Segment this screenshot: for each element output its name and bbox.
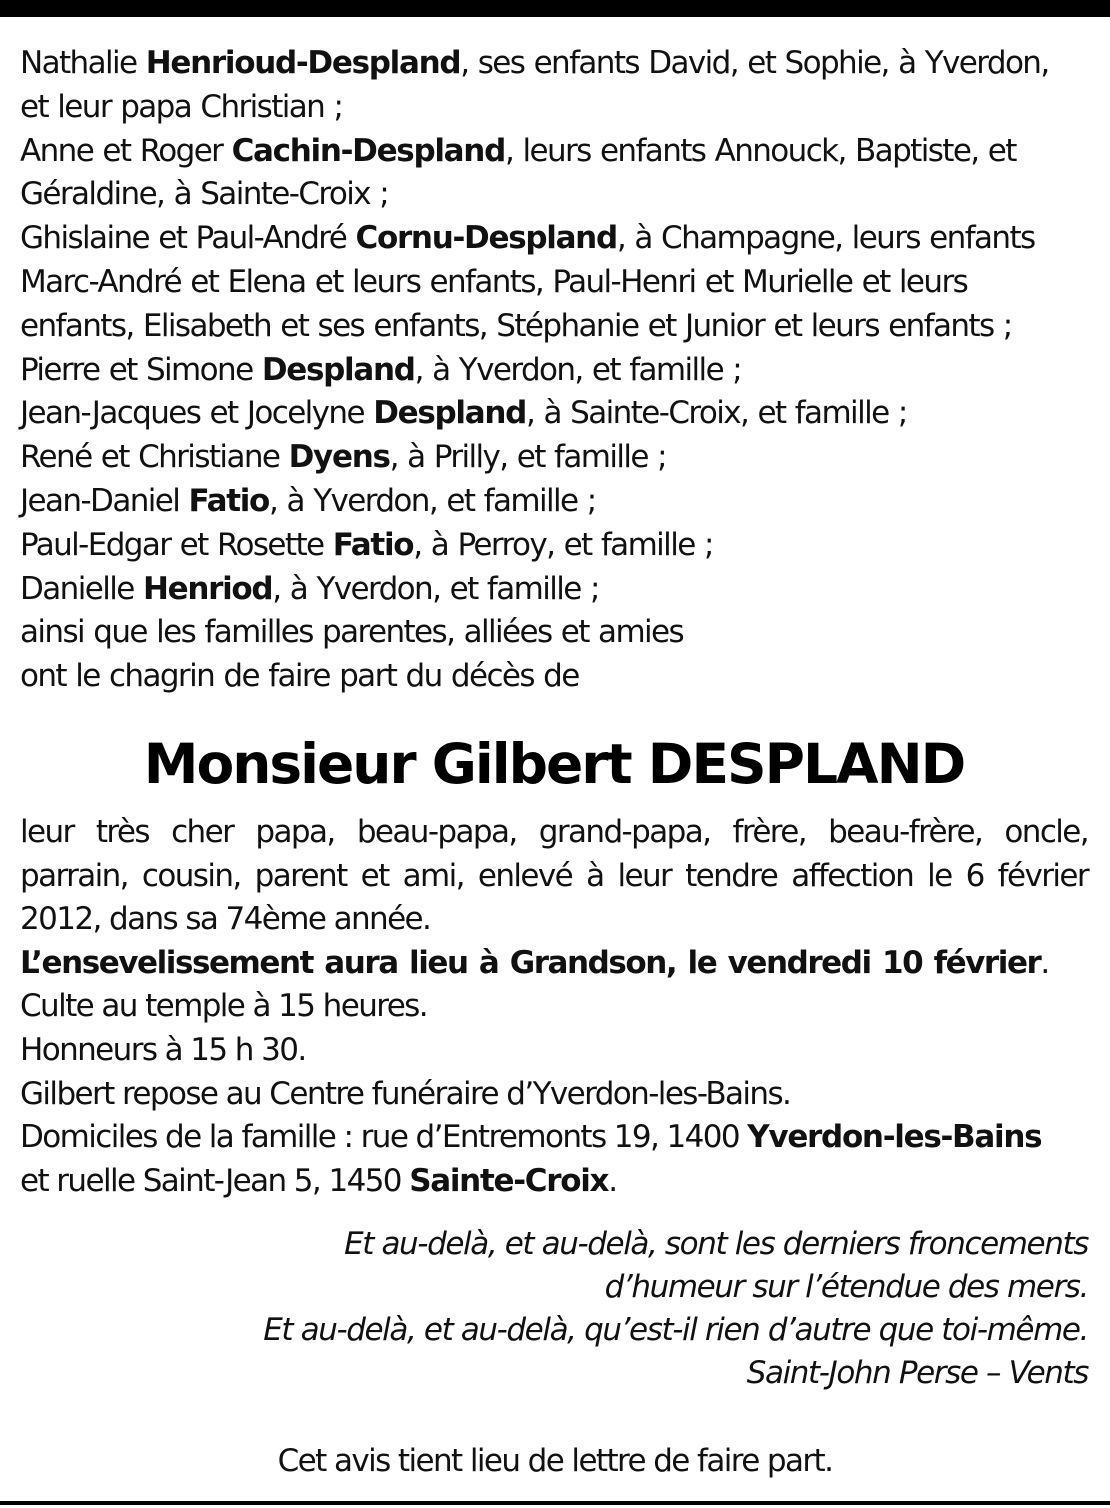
family-surname: Fatio: [332, 526, 414, 563]
family-line: [20, 524, 1088, 568]
family-line: [20, 217, 1088, 261]
domicile-town: Yverdon-les-Bains: [747, 1119, 1042, 1156]
family-surname: Cornu-Despland: [355, 220, 617, 257]
poem-quote: [20, 1223, 1088, 1395]
family-surname: Fatio: [188, 482, 270, 519]
burial-text: L’ensevelissement aura lieu à Grandson, le vendredi 10 février: [20, 944, 1041, 981]
family-line-text: René et Christiane: [20, 439, 289, 476]
family-line-text: enfants, Elisabeth et ses enfants, Stéphanie et Junior et leurs enfants ;: [20, 307, 1012, 344]
family-line: [20, 392, 1088, 436]
family-line-text: ont le chagrin de faire part du décès de: [20, 658, 579, 695]
family-line: [20, 655, 1088, 699]
family-line-text: Jean-Jacques et Jocelyne: [20, 395, 374, 432]
family-line-text: , à Perroy, et famille ;: [413, 526, 713, 563]
family-line: [20, 42, 1088, 86]
family-line-text: Jean-Daniel: [20, 482, 189, 519]
family-line: [20, 130, 1088, 174]
family-line-text: et leur papa Christian ;: [20, 88, 343, 125]
quote-line: Et au-delà, et au-delà, qu’est-il rien d’autre que toi-même.: [263, 1312, 1088, 1349]
family-line-text: Ghislaine et Paul-André: [20, 220, 356, 257]
family-line: [20, 261, 1088, 305]
family-line: [20, 480, 1088, 524]
family-line: [20, 568, 1088, 612]
domicile-text: et ruelle Saint-Jean 5, 1450: [20, 1162, 410, 1199]
death-notice: [20, 42, 1088, 1395]
family-surname: Cachin-Despland: [231, 132, 505, 169]
domicile-town: Sainte-Croix: [409, 1162, 609, 1199]
domicile-period: .: [608, 1162, 617, 1199]
deceased-name: Monsieur Gilbert DESPLAND: [143, 731, 965, 796]
family-line-text: Pierre et Simone: [20, 351, 262, 388]
burial-announcement: [20, 942, 1088, 986]
service-time: Culte au temple à 15 heures.: [20, 988, 427, 1025]
family-line: [20, 349, 1088, 393]
bottom-border-rule: [0, 1501, 1110, 1505]
quote-line: Et au-delà, et au-delà, sont les derniers froncements: [344, 1226, 1088, 1263]
domicile-line: [20, 1160, 1088, 1204]
tribute-paragraph: leur très cher papa, beau-papa, grand-papa, frère, beau-frère, oncle, parrain, cousin, parent et ami, enlevé à leur tendre affection le 6 février 2012, dans sa 74ème année.: [20, 813, 1088, 938]
family-line-text: Marc-André et Elena et leurs enfants, Paul-Henri et Murielle et leurs: [20, 263, 968, 300]
family-surname: Henrioud-Despland: [145, 45, 461, 81]
family-line-text: , à Sainte-Croix, et famille ;: [526, 395, 907, 432]
family-surname: Dyens: [288, 439, 390, 476]
quote-line: d’humeur sur l’étendue des mers.: [604, 1269, 1088, 1306]
family-line: [20, 436, 1088, 480]
family-line-text: , à Yverdon, et famille ;: [414, 351, 742, 388]
domicile-text: Domiciles de la famille : rue d’Entremonts 19, 1400: [20, 1119, 748, 1156]
family-line-text: ainsi que les familles parentes, alliées et amies: [20, 614, 684, 651]
family-line-text: Anne et Roger: [20, 132, 232, 169]
funeral-details: [20, 942, 1088, 1204]
family-surname: Despland: [373, 395, 527, 432]
family-line-text: Géraldine, à Sainte-Croix ;: [20, 176, 389, 213]
top-border-rule: [0, 0, 1110, 17]
family-surname: Despland: [261, 351, 415, 388]
family-line-text: , à Yverdon, et famille ;: [269, 482, 596, 519]
family-line-text: , à Prilly, et famille ;: [389, 439, 666, 476]
quote-attribution: Saint-John Perse – Vents: [746, 1355, 1088, 1392]
family-line-text: Danielle: [20, 570, 143, 607]
burial-period: .: [1040, 944, 1049, 981]
family-line-text: Paul-Edgar et Rosette: [20, 526, 333, 563]
family-surname: Henriod: [142, 570, 273, 607]
domicile-line: [20, 1116, 1088, 1160]
closing-note: Cet avis tient lieu de lettre de faire part.: [277, 1443, 833, 1479]
family-line: [20, 86, 1088, 130]
family-line: [20, 305, 1088, 349]
family-line-text: , leurs enfants Annouck, Baptiste, et: [504, 132, 1016, 169]
family-line-text: Nathalie: [20, 45, 146, 81]
family-line-text: , à Yverdon, et famille ;: [272, 570, 599, 607]
family-line-text: , ses enfants David, et Sophie, à Yverdon,: [460, 45, 1049, 81]
family-line-text: , à Champagne, leurs enfants: [616, 220, 1035, 257]
honours-time: Honneurs à 15 h 30.: [20, 1031, 306, 1068]
family-line: [20, 173, 1088, 217]
family-announcement: [20, 42, 1088, 699]
resting-place: Gilbert repose au Centre funéraire d’Yverdon-les-Bains.: [20, 1075, 791, 1112]
family-line: [20, 611, 1088, 655]
